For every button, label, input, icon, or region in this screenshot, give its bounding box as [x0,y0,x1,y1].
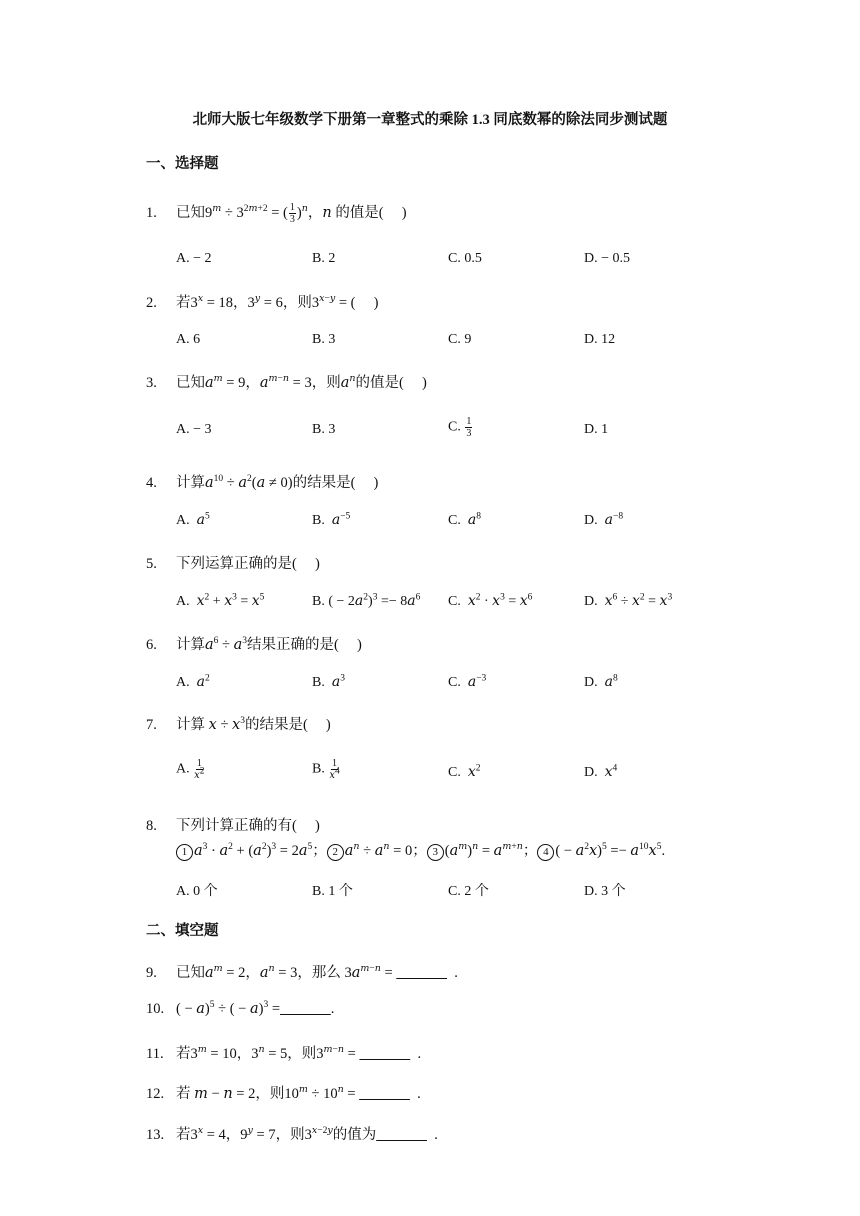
answer-blank[interactable] [359,1086,410,1102]
question-2: 2. 若$3^x = 18$，$3^y = 6$，则$3^{x-y}$ = ( ) [146,293,379,311]
circled-3-icon: 3 [427,844,444,861]
answer-blank[interactable] [280,1001,331,1017]
circled-1-icon: 1 [176,844,193,861]
question-number: 13. [146,1127,165,1143]
option-b[interactable]: B. 3 [312,332,336,347]
option-c[interactable]: C. 9 [448,332,472,347]
question-number: 6. [146,637,157,653]
question-8 [146,814,320,835]
question-number: 3. [146,375,157,391]
section-choice-heading: 一、选择题 [146,156,219,172]
option-c[interactable]: C. $a^8$ [448,511,481,528]
option-b[interactable]: B. 3 [312,422,336,437]
option-d[interactable]: D. $a^{-8}$ [584,511,624,528]
question-3: 3. 已知$a^m = 9$，$a^{m-n} = 3$，则$a^n$的值是( ) [146,373,427,391]
option-c[interactable]: C. 0.5 [448,251,482,266]
question-number: 5. [146,556,157,572]
option-c[interactable]: C. $x^2$ [448,763,481,780]
option-b[interactable]: B. $a^3$ [312,673,345,690]
question-text: 下列运算正确的是( ) [176,556,320,572]
page-title: 北师大版七年级数学下册第一章整式的乘除 1.3 同底数幂的除法同步测试题 [192,112,668,128]
option-a[interactable]: A. $a^2$ [176,673,210,690]
option-c[interactable]: C. 2 个 [448,884,489,899]
option-d[interactable]: D. − 0.5 [584,251,631,266]
option-a[interactable]: A. $a^5$ [176,511,210,528]
option-b[interactable]: B. ( − $2a^2)^3 =- 8a^6$ [312,592,421,609]
option-b[interactable]: B. $\frac{1}{x^4}$ [312,758,340,781]
option-d[interactable]: D. $x^6 \div x^2 = x^3$ [584,592,673,609]
option-a[interactable]: A. − 2 [176,251,212,266]
option-b[interactable]: B. $a^{-5}$ [312,511,351,528]
option-a[interactable]: A. $x^2 + x^3 = x^5$ [176,592,265,609]
question-5 [146,552,320,573]
question-4: 4. 计算$a^{10} \div a^2(a \ne 0)$的结果是( ) [146,474,379,491]
question-number: 1. [146,205,157,221]
option-d[interactable]: D. $a^8$ [584,673,618,690]
question-number: 9. [146,965,157,981]
option-b[interactable]: B. 2 [312,251,336,266]
question-12: 12. 若 m − n = 2，则$10^m \div 10^n$ = . [146,1084,421,1102]
question-7: 7. 计算 $x \div x^3$的结果是( ) [146,716,331,733]
question-1: 1. 已知$9^m \div 3^{2m+2}$ = ( $\frac{1}{3}$ )$^n$，n 的值是( ) [146,202,407,226]
question-6: 6. 计算$a^6 \div a^3$结果正确的是( ) [146,636,362,653]
option-a[interactable]: A. $\frac{1}{x^2}$ [176,758,205,781]
circled-4-icon: 4 [537,844,554,861]
question-number: 10. [146,1001,165,1017]
option-a[interactable]: A. 0 个 [176,884,218,899]
option-d[interactable]: D. 3 个 [584,884,626,899]
question-number: 8. [146,818,157,834]
option-d[interactable]: D. $x^4$ [584,763,618,780]
question-9: 9. 已知$a^m = 2$，$a^n = 3$，那么 $3a^{m-n}$ = . [146,963,458,981]
answer-blank[interactable] [359,1046,410,1062]
answer-blank[interactable] [376,1127,427,1143]
question-10: 10. ( − a)$^5$ ÷ ( − a)$^3$ = . [146,1000,335,1017]
question-number: 11. [146,1046,164,1062]
option-d[interactable]: D. 1 [584,422,609,437]
option-d[interactable]: D. 12 [584,332,616,347]
option-a[interactable]: A. 6 [176,332,201,347]
option-c[interactable]: C. $\frac{1}{3}$ [448,416,472,439]
question-number: 4. [146,475,157,491]
option-c[interactable]: C. $a^{-3}$ [448,673,487,690]
question-text: 下列计算正确的有( ) [176,818,320,834]
circled-2-icon: 2 [327,844,344,861]
option-b[interactable]: B. 1 个 [312,884,353,899]
section-fill-heading: 二、填空题 [146,923,219,939]
question-number: 2. [146,295,157,311]
answer-blank[interactable] [396,965,447,981]
question-8-statements: 1 $a^3 \cdot a^2 + (a^2)^3 = 2a^5$； 2 $a^n \div a^n = 0$； 3 $(a^m)^n = a^{m+n}$； 4 ( − $a^2x)^5 =- a^{10}x^5$. [176,839,665,861]
option-a[interactable]: A. − 3 [176,422,212,437]
question-number: 7. [146,717,157,733]
question-number: 12. [146,1086,165,1102]
option-c[interactable]: C. $x^2 \cdot x^3 = x^6$ [448,592,533,609]
question-13: 13. 若$3^x = 4$，$9^y = 7$，则$3^{x-2y}$的值为 . [146,1125,438,1143]
question-11: 11. 若$3^m = 10$，$3^n = 5$，则$3^{m-n}$ = . [146,1044,422,1062]
